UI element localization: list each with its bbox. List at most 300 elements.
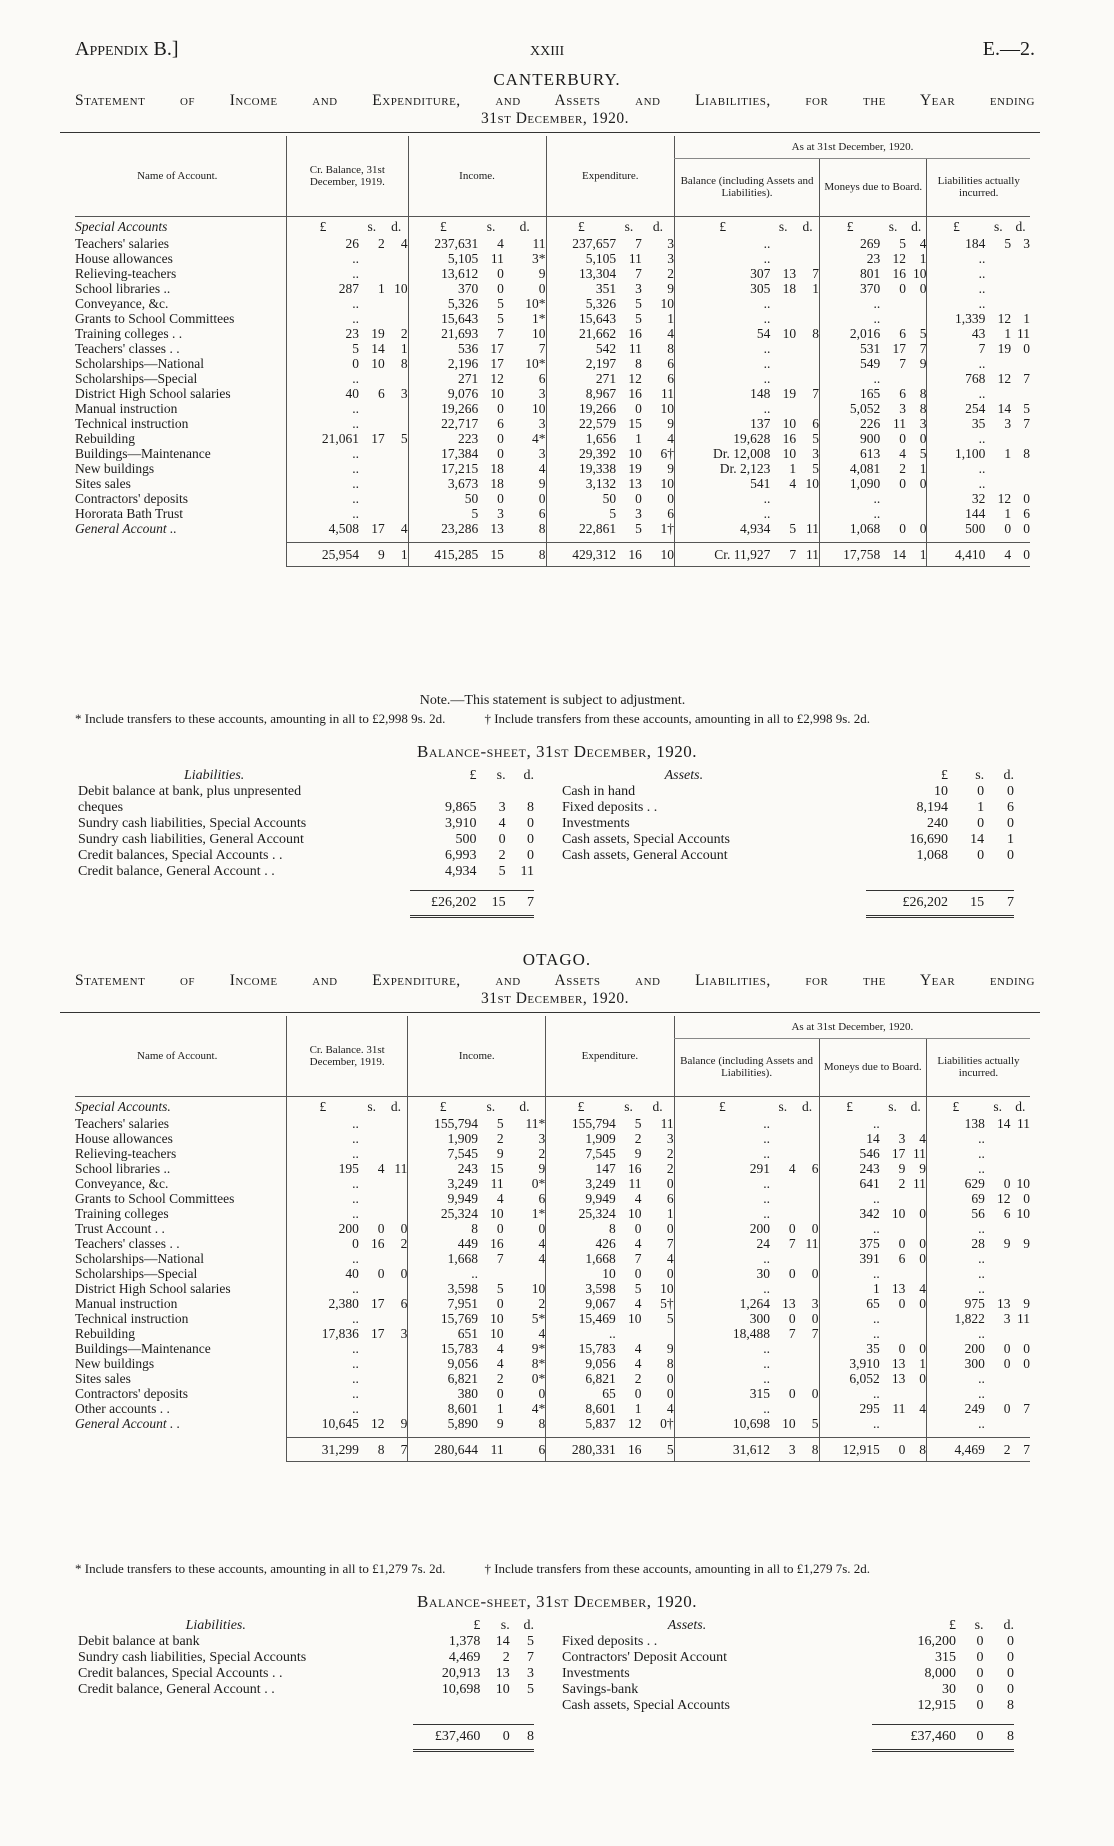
statement-line-2: 31st December, 1920. xyxy=(481,110,629,127)
cell-shillings: 2 xyxy=(496,1371,504,1386)
cell-pounds: .. xyxy=(926,1251,984,1266)
cell-shillings xyxy=(770,311,796,326)
table-row xyxy=(75,1146,1030,1161)
cell-pounds: 1,100 xyxy=(927,446,985,461)
currency-unit-label: d. xyxy=(802,218,813,234)
cell-shillings: 0 xyxy=(635,401,642,416)
cell-shillings xyxy=(880,1221,906,1236)
table-row xyxy=(75,296,1030,311)
cell-shillings: 1 xyxy=(377,281,385,296)
cell-pence xyxy=(1011,1386,1030,1401)
cell-pounds: 249 xyxy=(926,1401,984,1416)
cell-shillings: 11 xyxy=(490,251,504,266)
table-row xyxy=(75,1401,1030,1416)
cell-shillings: 16 xyxy=(892,266,906,281)
item-amount: 0 xyxy=(976,1650,984,1665)
table-row xyxy=(75,1296,1030,1311)
cell-pounds: 9,076 xyxy=(408,386,478,401)
cell-pounds: .. xyxy=(675,251,771,266)
cell-pence: 10 xyxy=(660,476,675,491)
cell-pence: 3 xyxy=(666,1131,674,1146)
cell-pounds: 200 xyxy=(674,1221,770,1236)
cell-pence xyxy=(385,1371,408,1386)
cell-shillings: 15 xyxy=(628,416,642,431)
col-income: Income. xyxy=(408,1016,546,1096)
cell-pounds: 295 xyxy=(819,1401,880,1416)
cell-pounds: 24 xyxy=(674,1236,770,1251)
col-cr-balance: Cr. Balance. 31st December, 1919. xyxy=(286,1016,407,1096)
cell-shillings xyxy=(880,296,906,311)
cell-pence: 0 xyxy=(538,281,546,296)
cell-shillings: 5 xyxy=(789,521,797,536)
account-name: Teachers' salaries xyxy=(75,1116,170,1131)
cell-pounds: .. xyxy=(408,1266,478,1281)
cell-pence xyxy=(385,1386,408,1401)
cell-pence: 2 xyxy=(538,1296,546,1311)
cell-pence: 8 xyxy=(919,401,927,416)
item-amount xyxy=(410,784,476,800)
cell-pounds: 148 xyxy=(675,386,771,401)
cell-shillings: 0 xyxy=(899,521,906,536)
cell-pounds: 629 xyxy=(926,1176,984,1191)
cell-shillings: 7 xyxy=(497,326,504,341)
cell-pounds: 291 xyxy=(674,1161,770,1176)
cell-pounds: .. xyxy=(675,356,771,371)
cell-pounds: 10,698 xyxy=(674,1416,770,1431)
cell-pounds: .. xyxy=(926,1281,984,1296)
cell-pounds: 35 xyxy=(927,416,985,431)
cell-pounds: 144 xyxy=(927,506,985,521)
cell-shillings: 19 xyxy=(628,461,642,476)
cell-pence xyxy=(385,311,408,326)
currency-unit-label: s. xyxy=(888,1098,897,1114)
table-row xyxy=(75,521,1030,536)
currency-unit-label: s. xyxy=(367,218,377,234)
cell-pence xyxy=(1011,281,1030,296)
cell-shillings: 13 xyxy=(891,1371,906,1386)
cell-pence: 4 xyxy=(666,1401,674,1416)
currency-unit-label: £ xyxy=(469,768,477,783)
cell-pence xyxy=(1011,1146,1030,1161)
cell-shillings: 17 xyxy=(490,341,504,356)
cell-pence xyxy=(796,1341,819,1356)
footnote-star: * Include transfers to these accounts, amounting in all to £1,279 7s. 2d. xyxy=(75,1561,446,1576)
cell-pounds: 243 xyxy=(408,1161,478,1176)
cell-pence: 7 xyxy=(1023,416,1030,431)
currency-unit-label: £ xyxy=(408,216,478,236)
table-row xyxy=(75,341,1030,356)
cell-shillings: 19 xyxy=(782,386,797,401)
currency-unit-label: £ xyxy=(675,216,771,236)
cell-pounds: .. xyxy=(286,1206,358,1221)
leader-dots xyxy=(280,296,287,311)
special-accounts-label: Special Accounts. xyxy=(75,1098,171,1114)
cell-pounds: 3,249 xyxy=(408,1176,478,1191)
cell-pounds: 6,821 xyxy=(546,1371,616,1386)
item-label: Sundry cash liabilities, Special Accounts xyxy=(78,816,307,831)
cell-shillings: 7 xyxy=(634,1251,642,1266)
cell-pence xyxy=(796,1356,819,1371)
cell-shillings xyxy=(880,1326,906,1341)
cell-pounds: 9,949 xyxy=(408,1191,478,1206)
cell-pence: 4 xyxy=(919,1401,926,1416)
item-amount: 500 xyxy=(455,832,477,847)
cell-pence xyxy=(385,1251,408,1266)
cell-pence xyxy=(796,296,819,311)
cell-shillings: 5 xyxy=(635,311,642,326)
total-row xyxy=(78,1724,534,1750)
leader-dots xyxy=(279,1176,286,1191)
account-name: Manual instruction xyxy=(75,1296,178,1311)
cell-shillings: 12 xyxy=(997,311,1012,326)
cell-pounds: 768 xyxy=(927,371,985,386)
cell-shillings: 0 xyxy=(898,1341,906,1356)
cell-pence: 9 xyxy=(538,476,546,491)
currency-unit-label: £ xyxy=(408,1096,478,1116)
leader-dots xyxy=(279,1221,286,1236)
cell-shillings xyxy=(359,1281,385,1296)
col-group-as-at: As at 31st December, 1920. xyxy=(674,1016,1030,1038)
cell-shillings: 10 xyxy=(627,1206,642,1221)
account-name: School libraries .. xyxy=(75,1161,171,1176)
cell-pounds: .. xyxy=(926,1386,984,1401)
cell-shillings: 10 xyxy=(628,446,642,461)
cell-pounds: 380 xyxy=(408,1386,478,1401)
cell-pence: 3 xyxy=(538,446,546,461)
cell-pence xyxy=(796,311,819,326)
item-amount xyxy=(506,784,534,800)
leader-dots xyxy=(279,1206,286,1221)
total-row xyxy=(562,890,1014,916)
cell-pounds: 10 xyxy=(546,1266,616,1281)
heading-row xyxy=(562,1618,1014,1634)
cell-pence xyxy=(796,251,819,266)
cell-shillings: 10 xyxy=(782,416,797,431)
cell-pounds: 184 xyxy=(927,236,985,251)
cell-pence: 0 xyxy=(400,1266,408,1281)
cell-shillings xyxy=(359,1386,385,1401)
cell-shillings: 8 xyxy=(359,1437,385,1461)
cell-shillings: 1 xyxy=(634,1401,642,1416)
cell-shillings: 0 xyxy=(635,491,642,506)
cell-shillings xyxy=(359,251,385,266)
cell-shillings: 17 xyxy=(371,521,385,536)
col-expenditure: Expenditure. xyxy=(546,1016,674,1096)
cell-shillings xyxy=(359,371,385,386)
cell-pence: 8 xyxy=(400,356,408,371)
currency-unit-label: £ xyxy=(473,1618,481,1633)
leader-dots xyxy=(280,341,287,356)
otago-title: OTAGO. xyxy=(522,950,592,969)
cell-pounds: .. xyxy=(287,251,359,266)
cell-pence: 4 xyxy=(400,236,408,251)
item-label: Sundry cash liabilities, General Account xyxy=(78,832,304,847)
currency-unit-label: d. xyxy=(652,1098,663,1114)
cell-pence xyxy=(796,371,819,386)
cell-shillings: 0 xyxy=(496,1296,504,1311)
liabilities-heading: Liabilities. xyxy=(185,1618,246,1633)
cell-pounds: 13,304 xyxy=(546,266,616,281)
item-amount: 0 xyxy=(976,1634,984,1649)
cell-pounds: .. xyxy=(675,341,771,356)
cell-pounds: 500 xyxy=(927,521,985,536)
cell-pounds: .. xyxy=(927,431,985,446)
cell-shillings: 11 xyxy=(628,341,642,356)
cell-pence: 0 xyxy=(666,1221,674,1236)
cell-pence: 8* xyxy=(531,1356,546,1371)
cell-pounds: .. xyxy=(675,371,771,386)
cell-pounds: 287 xyxy=(287,281,359,296)
item-amount: 2 xyxy=(498,848,506,863)
cell-pence: 9 xyxy=(666,1341,674,1356)
cell-pence: 9 xyxy=(667,416,675,431)
cell-pounds: .. xyxy=(819,1266,880,1281)
cell-pounds: 2,197 xyxy=(546,356,616,371)
cell-shillings: 2 xyxy=(634,1371,642,1386)
cell-pence: 3 xyxy=(400,1326,408,1341)
cell-shillings: 5 xyxy=(497,311,504,326)
cell-shillings xyxy=(985,431,1011,446)
account-name: Buildings—Maintenance xyxy=(75,446,211,461)
cell-shillings: 0 xyxy=(899,281,906,296)
cell-pounds: .. xyxy=(926,1146,984,1161)
total-amount: 8 xyxy=(984,1724,1014,1750)
cell-shillings: 11 xyxy=(628,1176,642,1191)
item-amount: 1 xyxy=(977,800,985,815)
cell-shillings xyxy=(880,1386,906,1401)
cell-pence: 1 xyxy=(667,311,675,326)
cell-pounds: 15,643 xyxy=(408,311,478,326)
leader-dots xyxy=(279,1161,286,1176)
cell-shillings: 12 xyxy=(997,371,1012,386)
account-name: School libraries .. xyxy=(75,281,171,296)
item-amount: 12,915 xyxy=(917,1698,956,1713)
cell-pence: 5 xyxy=(641,1437,674,1461)
cell-pence: 0 xyxy=(538,491,546,506)
cell-pounds: .. xyxy=(819,1416,880,1431)
cell-shillings xyxy=(770,491,796,506)
total-row xyxy=(78,890,534,916)
totals-row xyxy=(75,1437,1030,1461)
cell-pounds: 2,196 xyxy=(408,356,478,371)
cell-pence xyxy=(905,1416,926,1431)
table-row xyxy=(75,386,1030,401)
cell-shillings: 4 xyxy=(634,1236,642,1251)
cell-pounds: 15,783 xyxy=(546,1341,616,1356)
list-item xyxy=(562,1682,1014,1698)
cell-shillings: 5 xyxy=(634,1281,642,1296)
item-label: Sundry cash liabilities, Special Accounts xyxy=(78,1650,307,1665)
cell-pence xyxy=(796,1176,819,1191)
cell-pounds: 542 xyxy=(546,341,616,356)
cell-shillings: 0 xyxy=(899,431,906,446)
item-label: Cash assets, General Account xyxy=(562,848,728,863)
item-amount: 5 xyxy=(527,1682,534,1697)
cell-shillings: 12 xyxy=(627,1416,642,1431)
item-amount: 0 xyxy=(527,816,534,831)
cell-shillings xyxy=(770,296,796,311)
cell-pence: 5 xyxy=(811,1416,819,1431)
cell-shillings xyxy=(770,356,796,371)
cell-shillings: 14 xyxy=(997,401,1012,416)
table-row xyxy=(75,416,1030,431)
leader-dots xyxy=(279,1281,286,1296)
cell-pence xyxy=(796,506,819,521)
cell-pence: 10 xyxy=(660,401,675,416)
cell-pounds: .. xyxy=(674,1401,770,1416)
cell-pounds: .. xyxy=(286,1116,358,1131)
account-name: General Account . . xyxy=(75,1416,181,1431)
cell-pounds: .. xyxy=(927,281,985,296)
otago-balance-sheet-title: Balance-sheet, 31st December, 1920. xyxy=(417,1592,697,1611)
cell-shillings xyxy=(880,1266,906,1281)
leader-dots xyxy=(280,326,287,341)
cell-pounds: 25,324 xyxy=(408,1206,478,1221)
cell-pounds: 65 xyxy=(546,1386,616,1401)
cell-pence xyxy=(385,1176,408,1191)
item-amount: 0 xyxy=(977,784,985,799)
col-balance: Balance (including Assets and Liabilities). xyxy=(675,158,820,216)
cell-pounds: 7,545 xyxy=(546,1146,616,1161)
cell-shillings: 16 xyxy=(490,1236,504,1251)
cell-pounds: .. xyxy=(674,1281,770,1296)
cell-pence: 0 xyxy=(811,1266,819,1281)
cell-pounds: 1,090 xyxy=(819,476,880,491)
cell-pence: 7 xyxy=(1011,1437,1030,1461)
cell-pounds: .. xyxy=(674,1341,770,1356)
list-item xyxy=(78,784,534,800)
col-cr-balance: Cr. Balance, 31st December, 1919. xyxy=(287,136,409,216)
total-amount: £26,202 xyxy=(410,890,476,916)
account-name: Contractors' deposits xyxy=(75,1386,189,1401)
leader-dots xyxy=(279,1311,286,1326)
cell-pounds: 23 xyxy=(287,326,359,341)
table-row xyxy=(75,251,1030,266)
table-row xyxy=(75,1131,1030,1146)
item-amount: 0 xyxy=(498,832,506,847)
currency-unit-label: £ xyxy=(546,216,616,236)
currency-unit-label: s. xyxy=(486,1098,496,1114)
cell-shillings xyxy=(985,1281,1011,1296)
leader-dots xyxy=(279,1236,286,1251)
cell-pounds: .. xyxy=(819,1311,880,1326)
cell-pounds: 613 xyxy=(819,446,880,461)
cell-shillings xyxy=(770,1116,796,1131)
item-label: Debit balance at bank xyxy=(78,1634,200,1649)
cell-pence xyxy=(796,1191,819,1206)
cell-pence: 0 xyxy=(811,1311,819,1326)
cell-shillings: 3 xyxy=(898,1131,906,1146)
table-row xyxy=(75,1281,1030,1296)
account-name: Trust Account . . xyxy=(75,1221,165,1236)
cell-pence xyxy=(906,371,927,386)
leader-dots xyxy=(280,281,287,296)
cell-pounds: 0 xyxy=(286,1236,358,1251)
cell-shillings: 7 xyxy=(788,1236,796,1251)
cell-shillings: 2 xyxy=(898,1176,906,1191)
cell-pence: 3 xyxy=(538,416,546,431)
cell-shillings: 5 xyxy=(496,1116,504,1131)
cell-pence: 10 xyxy=(394,281,408,296)
cell-pounds: 40 xyxy=(286,1266,358,1281)
cell-pounds: 5 xyxy=(408,506,478,521)
cell-pounds: 6,052 xyxy=(819,1371,880,1386)
cell-shillings xyxy=(359,1176,385,1191)
cell-shillings: 12 xyxy=(892,251,906,266)
cell-pence xyxy=(385,401,408,416)
cell-shillings xyxy=(770,1191,796,1206)
currency-unit-label: d. xyxy=(1015,1098,1026,1114)
cell-pounds: .. xyxy=(286,1356,358,1371)
cell-shillings: 0 xyxy=(497,431,504,446)
item-amount: 10 xyxy=(495,1682,510,1697)
cell-shillings: 14 xyxy=(880,542,906,566)
cell-shillings: 4 xyxy=(377,1161,385,1176)
cell-pounds: 280,331 xyxy=(546,1437,616,1461)
cell-shillings xyxy=(880,491,906,506)
cell-pounds: 269 xyxy=(819,236,880,251)
cell-pounds: 15,769 xyxy=(408,1311,478,1326)
col-name-of-account: Name of Account. xyxy=(75,136,280,216)
canterbury-assets-table xyxy=(562,768,1014,918)
cell-pence: 10* xyxy=(525,296,546,311)
cell-shillings: 17 xyxy=(371,1296,385,1311)
cell-pence xyxy=(1011,1371,1030,1386)
cell-shillings xyxy=(770,506,796,521)
cell-pounds: 1 xyxy=(819,1281,880,1296)
cell-pence: 8 xyxy=(905,1437,926,1461)
cell-pence xyxy=(385,461,408,476)
cell-pounds: 35 xyxy=(819,1341,880,1356)
cell-shillings: 9 xyxy=(496,1416,504,1431)
cell-shillings: 16 xyxy=(616,542,642,566)
cell-pence xyxy=(385,1191,408,1206)
cell-shillings: 13 xyxy=(997,1296,1011,1311)
item-label: Credit balance, General Account . . xyxy=(78,864,275,879)
cell-pence: 10 xyxy=(660,296,675,311)
cell-pounds: 17,215 xyxy=(408,461,478,476)
cell-shillings xyxy=(359,416,385,431)
table-row xyxy=(75,1236,1030,1251)
cell-shillings: 16 xyxy=(627,1161,642,1176)
list-item xyxy=(78,848,534,864)
cell-pence: 0 xyxy=(919,1371,926,1386)
account-name: Conveyance, &c. xyxy=(75,296,169,311)
cell-pounds: 2,380 xyxy=(286,1296,358,1311)
cell-pounds: 3,598 xyxy=(546,1281,616,1296)
cell-pence xyxy=(796,401,819,416)
cell-pounds: 549 xyxy=(819,356,880,371)
cell-pounds: .. xyxy=(286,1386,358,1401)
cell-pounds: .. xyxy=(287,476,359,491)
item-amount: 4,934 xyxy=(445,864,477,879)
table-row xyxy=(75,1356,1030,1371)
canterbury-statement-heading xyxy=(75,92,1035,128)
currency-unit-label: s. xyxy=(778,218,788,234)
cell-shillings: 18 xyxy=(782,281,797,296)
cell-pounds: .. xyxy=(819,296,880,311)
cell-shillings: 5 xyxy=(635,296,642,311)
item-label: Fixed deposits . . xyxy=(562,1634,658,1649)
cell-pence xyxy=(796,236,819,251)
cell-pounds: .. xyxy=(286,1191,358,1206)
currency-unit-label: s. xyxy=(993,218,1003,234)
cell-shillings: 9 xyxy=(898,1161,906,1176)
cell-pence: 6 xyxy=(812,416,819,431)
cell-pounds: 22,861 xyxy=(546,521,616,536)
cell-shillings xyxy=(616,1326,642,1341)
cell-shillings: 16 xyxy=(371,1236,385,1251)
